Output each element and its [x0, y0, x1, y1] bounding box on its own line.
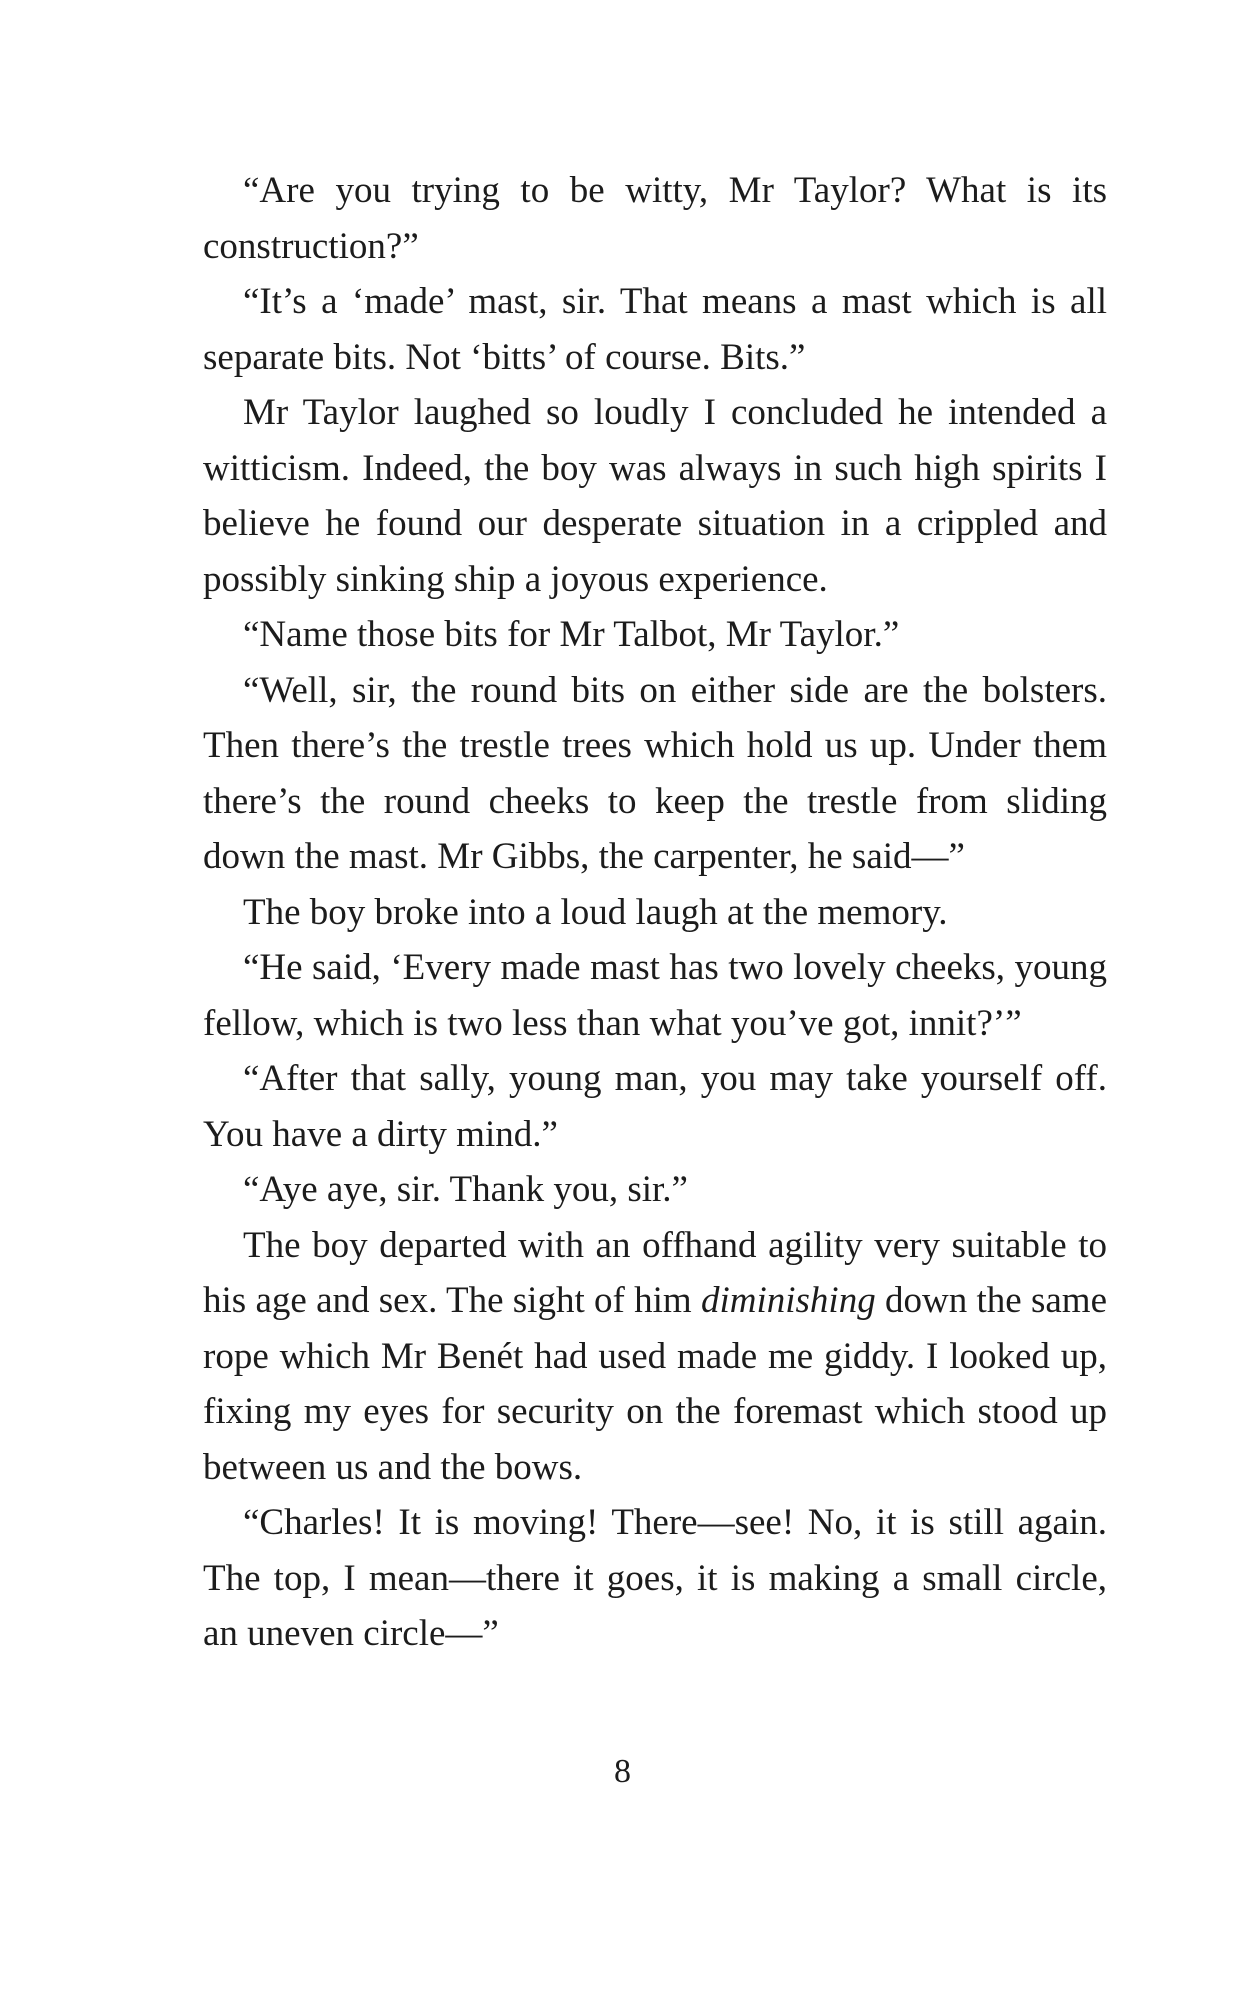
paragraph: “Name those bits for Mr Talbot, Mr Taylor.” — [243, 614, 900, 655]
paragraph: Mr Taylor laughed so loudly I concluded he intended a witticism. Indeed, the boy was always in such high spirits I believe he found our desperate situation in a crippled and possibly sinking ship a joyous experience. — [203, 392, 1107, 600]
paragraph — [203, 1218, 1107, 1496]
paragraph: “Aye aye, sir. Thank you, sir.” — [243, 1169, 688, 1210]
paragraph: “He said, ‘Every made mast has two lovely cheeks, young fellow, which is two less than what you’ve got, innit?’” — [203, 947, 1107, 1044]
paragraph-text: The boy departed with an offhand agility very suitable to his age and sex. The sight of him — [203, 1224, 1107, 1321]
paragraph: “Well, sir, the round bits on either side are the bolsters. Then there’s the trestle trees which hold us up. Under them there’s the round cheeks to keep the trestle from sliding down the mast. Mr Gibbs, the carpenter, he said—” — [203, 669, 1107, 877]
emphasized-word: diminishing — [700, 1280, 876, 1321]
paragraph-text: down the same rope which Mr Benét had used made me giddy. I looked up, fixing my eyes for security on the foremast which stood up between us and the bows. — [203, 1280, 1107, 1488]
paragraph: “Charles! It is moving! There—see! No, it is still again. The top, I mean—there it goes, it is making a small circle, an uneven circle—” — [203, 1502, 1107, 1654]
paragraph: “Are you trying to be witty, Mr Taylor? What is its construction?” — [203, 170, 1107, 267]
paragraph: “After that sally, young man, you may take yourself off. You have a dirty mind.” — [203, 1058, 1107, 1155]
paragraph: “It’s a ‘made’ mast, sir. That means a mast which is all separate bits. Not ‘bitts’ of course. Bits.” — [203, 281, 1107, 378]
body-text — [203, 163, 1107, 1662]
paragraph: The boy broke into a loud laugh at the memory. — [243, 891, 948, 933]
page-number: 8 — [614, 1753, 631, 1790]
